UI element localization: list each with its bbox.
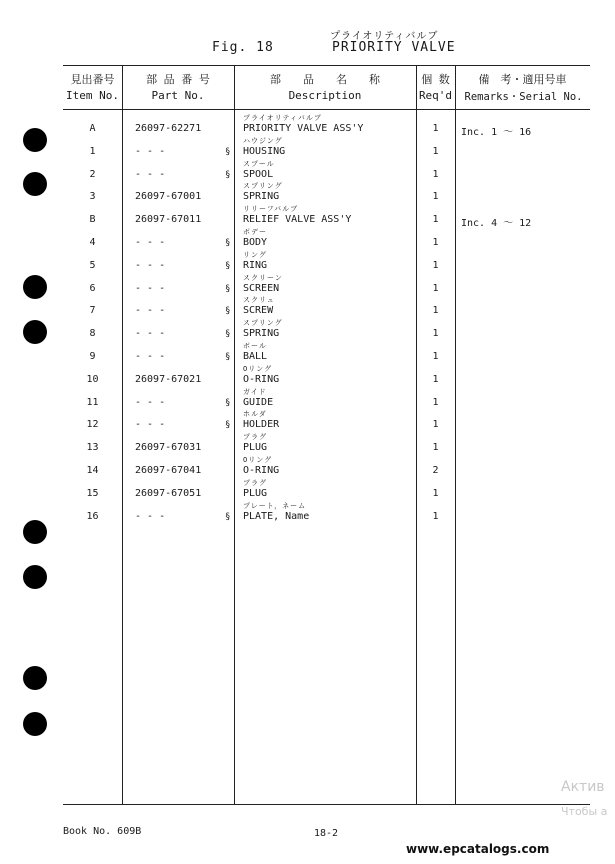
book-number: Book No. 609B — [63, 826, 142, 837]
description-japanese: リリーフバルブ — [243, 205, 299, 214]
parts-table — [63, 65, 590, 805]
quantity: 1 — [432, 328, 439, 340]
section-mark: § — [225, 420, 231, 431]
column-divider — [122, 66, 123, 804]
description-japanese: ボデー — [243, 228, 267, 236]
item-number: 7 — [89, 305, 96, 317]
description: HOUSING — [243, 145, 286, 157]
item-number: 14 — [86, 465, 99, 476]
quantity: 1 — [432, 442, 439, 454]
item-number: 12 — [86, 419, 99, 431]
part-number: 26097-67041 — [135, 465, 202, 476]
col-header-desc-jp: 部 品 名 称 — [270, 73, 380, 86]
part-number: 26097-67021 — [135, 373, 202, 385]
description-japanese: ハウジング — [243, 136, 283, 145]
quantity: 1 — [432, 259, 439, 271]
section-mark: § — [225, 260, 231, 271]
col-header-req-jp: 個 数 — [421, 73, 450, 86]
item-number: 16 — [86, 510, 99, 522]
remarks: Inc. 4 ～ 12 — [461, 218, 532, 230]
item-number: 13 — [86, 442, 99, 454]
part-number: - - - — [135, 328, 166, 340]
part-number: - - - — [135, 145, 166, 157]
site-url[interactable]: www.epcatalogs.com — [406, 842, 550, 856]
description: PLATE, Name — [243, 510, 310, 522]
description-japanese: プラグ — [243, 433, 267, 442]
binder-hole — [23, 712, 47, 736]
binder-hole — [23, 520, 47, 544]
quantity: 1 — [432, 282, 439, 294]
quantity: 1 — [432, 419, 439, 431]
page-number: 18-2 — [314, 828, 339, 839]
quantity: 1 — [432, 487, 439, 499]
section-mark: § — [225, 146, 231, 157]
description-japanese: プレート，ネーム — [243, 501, 307, 510]
part-number: - - - — [135, 168, 166, 180]
activation-watermark: Актив — [561, 779, 605, 795]
section-mark: § — [225, 169, 231, 180]
part-number: 26097-67011 — [135, 214, 202, 226]
header-divider — [63, 109, 590, 110]
title-japanese: プライオリティバルブ — [330, 31, 439, 42]
quantity: 1 — [432, 351, 439, 362]
quantity: 1 — [432, 123, 439, 134]
item-number: 1 — [89, 145, 96, 157]
section-mark: § — [225, 329, 231, 340]
description: BODY — [243, 237, 268, 248]
description-japanese: ガイド — [243, 387, 267, 396]
col-header-desc: Description — [288, 89, 362, 102]
description: PLUG — [243, 487, 268, 499]
column-divider — [234, 66, 235, 804]
binder-hole — [23, 666, 47, 690]
quantity: 1 — [432, 191, 439, 203]
description: SPOOL — [243, 168, 274, 180]
item-number: 4 — [89, 237, 96, 248]
description-japanese: Oリング — [243, 364, 273, 373]
description: SCREEN — [243, 282, 280, 294]
item-number: A — [89, 123, 96, 134]
description-japanese: スプリング — [243, 182, 283, 191]
description: SPRING — [243, 191, 280, 203]
item-number: 2 — [89, 168, 96, 180]
description-japanese: Oリング — [243, 456, 273, 464]
quantity: 1 — [432, 396, 439, 408]
quantity: 2 — [432, 465, 439, 476]
part-number: - - - — [135, 259, 166, 271]
column-divider — [455, 66, 456, 804]
section-mark: § — [225, 238, 231, 248]
description-japanese: スプール — [243, 159, 275, 168]
quantity: 1 — [432, 373, 439, 385]
quantity: 1 — [432, 214, 439, 226]
figure-number: Fig. 18 — [212, 40, 274, 55]
description-japanese: スクリュ — [243, 296, 275, 305]
part-number: - - - — [135, 510, 166, 522]
description-japanese: スプリング — [243, 319, 283, 328]
quantity: 1 — [432, 237, 439, 248]
description: RING — [243, 259, 268, 271]
description: SPRING — [243, 328, 280, 340]
col-header-req: Req'd — [418, 89, 453, 102]
description-japanese: ホルダ — [243, 410, 267, 419]
part-number: - - - — [135, 305, 166, 317]
page-title: PRIORITY VALVE — [332, 40, 456, 55]
col-header-part-jp: 部 品 番 号 — [146, 73, 210, 86]
description: PRIORITY VALVE ASS'Y — [243, 123, 364, 134]
activation-watermark-sub: Чтобы а — [561, 805, 608, 818]
quantity: 1 — [432, 305, 439, 317]
binder-hole — [23, 172, 47, 196]
remarks: Inc. 1 ～ 16 — [461, 127, 532, 138]
part-number: - - - — [135, 282, 166, 294]
part-number: - - - — [135, 419, 166, 431]
description-japanese: スクリーン — [243, 273, 283, 282]
item-number: 3 — [89, 191, 96, 203]
section-mark: § — [225, 511, 231, 522]
item-number: 6 — [89, 282, 96, 294]
binder-hole — [23, 275, 47, 299]
item-number: B — [89, 214, 96, 226]
col-header-remarks: Remarks・Serial No. — [464, 91, 583, 103]
part-number: - - - — [135, 396, 166, 408]
description: PLUG — [243, 442, 268, 454]
description-japanese: プライオリティバルブ — [243, 114, 322, 122]
quantity: 1 — [432, 510, 439, 522]
part-number: - - - — [135, 351, 166, 362]
quantity: 1 — [432, 145, 439, 157]
binder-hole — [23, 320, 47, 344]
part-number: 26097-67001 — [135, 191, 202, 203]
section-mark: § — [225, 352, 231, 362]
item-number: 15 — [86, 487, 99, 499]
quantity: 1 — [432, 168, 439, 180]
item-number: 5 — [89, 259, 96, 271]
description: BALL — [243, 351, 268, 362]
description-japanese: ボール — [243, 342, 267, 350]
item-number: 11 — [86, 396, 99, 408]
description: GUIDE — [243, 396, 274, 408]
description: SCREW — [243, 305, 274, 317]
item-number: 8 — [89, 328, 96, 340]
section-mark: § — [225, 283, 231, 294]
col-header-item: Item No. — [66, 89, 119, 102]
description: O-RING — [243, 373, 280, 385]
description-japanese: プラグ — [243, 478, 267, 487]
part-number: - - - — [135, 237, 166, 248]
item-number: 9 — [89, 351, 96, 362]
part-number: 26097-67031 — [135, 442, 202, 454]
description: HOLDER — [243, 419, 280, 431]
col-header-remarks-jp: 備 考・適用号車 — [478, 73, 567, 86]
description: O-RING — [243, 465, 280, 476]
part-number: 26097-62271 — [135, 123, 202, 134]
col-header-item-jp: 見出番号 — [70, 73, 115, 86]
binder-hole — [23, 128, 47, 152]
part-number: 26097-67051 — [135, 487, 202, 499]
col-header-part: Part No. — [151, 89, 205, 102]
item-number: 10 — [86, 373, 99, 385]
description: RELIEF VALVE ASS'Y — [243, 214, 352, 226]
section-mark: § — [225, 397, 231, 408]
description-japanese: リング — [243, 250, 267, 259]
binder-hole — [23, 565, 47, 589]
section-mark: § — [225, 306, 231, 317]
